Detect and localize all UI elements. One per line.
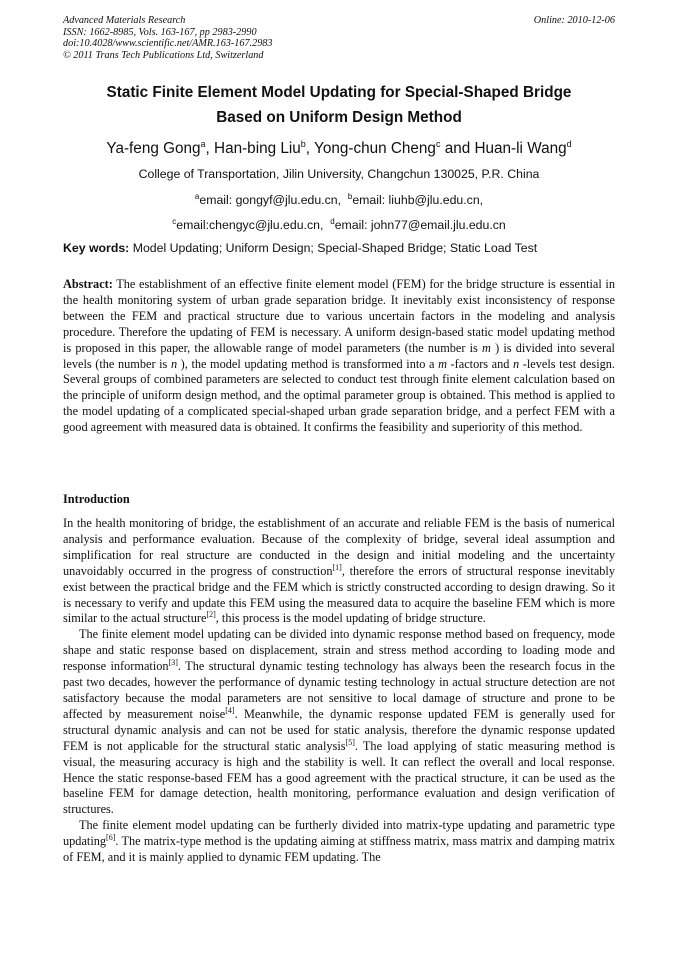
author-mark: c bbox=[435, 139, 441, 149]
email-c[interactable]: email:chengyc@jlu.edu.cn, bbox=[176, 218, 324, 233]
keywords bbox=[63, 241, 615, 255]
author-mark: b bbox=[300, 139, 306, 149]
title-line-1: Static Finite Element Model Updating for Special-Shaped Bridge bbox=[106, 84, 572, 101]
paragraph: The finite element model updating can be divided into dynamic response method based on frequency, mode shape and static response based on displacement, strain and stress method according to loading mode and response information[3]. The structural dynamic testing technology has always been the research focus in the past two decades, however the performance of dynamic testing technology in actual structure detection are not satisfactory because the modal parameters are not sensitive to local damage of structure and prone to be affected by measurement noise[4]. Meanwhile, the dynamic response updated FEM is generally used for structural dynamic analysis and can not be used for static analysis, therefore the dynamic response updated FEM is not applicable for the structural static analysis[5]. The load applying of static measuring method is visual, the measuring accuracy is high and the stability is well. It can reflect the overall and local response. Hence the static response-based FEM has a good agreement with the practical structure, it can be used as the baseline FEM for damage detection, health monitoring, performance evaluation and design verification of structures. bbox=[63, 627, 615, 817]
citation[interactable]: [1] bbox=[332, 562, 342, 572]
author-list: Ya-feng Gong$^a$, Han-bing Liu$^b$, Yong-chun Cheng$^c$ and Huan-li Wang$^d$ bbox=[106, 139, 572, 158]
author-name: Han-bing Liu bbox=[214, 140, 301, 158]
author-mark: a bbox=[200, 139, 206, 149]
email-d[interactable]: email: john77@email.jlu.edu.cn bbox=[334, 218, 506, 233]
issn-line: ISSN: 1662-8985, Vols. 163-167, pp 2983-2990 bbox=[63, 26, 257, 38]
affiliation-block bbox=[63, 164, 615, 237]
journal-metadata bbox=[63, 15, 615, 61]
author-name: Yong-chun Cheng bbox=[314, 140, 436, 158]
paragraph: In the health monitoring of bridge, the establishment of an accurate and reliable FEM is the basis of numerical analysis and performance evaluation. Because of the complexity of bridge, several ideal assumption and simplification for real structure are conducted in the design and initial modeling and the uncertainty unavoidably occurred in the progress of construction[1], therefore the errors of structural response inevitably exist between the practical bridge and the FEM which is strictly constructed according to design drawing. So it is necessary to verify and update this FEM using the measured data to acquire the baseline FEM which is more similar to the actual structure[2], this process is the model updating of bridge structure. bbox=[63, 516, 615, 626]
author-mark: d bbox=[566, 139, 572, 149]
keywords-text: Model Updating; Uniform Design; Special-Shaped Bridge; Static Load Test bbox=[132, 241, 538, 255]
title-line-2: Based on Uniform Design Method bbox=[216, 109, 462, 126]
affiliation: College of Transportation, Jilin University, Changchun 130025, P.R. China bbox=[138, 167, 540, 181]
paper-title bbox=[63, 80, 615, 130]
citation[interactable]: [2] bbox=[206, 610, 216, 620]
citation[interactable]: [4] bbox=[225, 705, 235, 715]
section-heading: Introduction bbox=[63, 492, 130, 506]
keywords-label: Key words: bbox=[63, 241, 130, 255]
journal-name: Advanced Materials Research bbox=[63, 15, 186, 26]
doi-line[interactable]: doi:10.4028/www.scientific.net/AMR.163-167.2983 bbox=[63, 38, 273, 49]
email-line-2: $^c$email:chengyc@jlu.edu.cn, $^d$email: john77@email.jlu.edu.cn bbox=[172, 217, 506, 233]
citation[interactable]: [3] bbox=[168, 658, 178, 668]
citation[interactable]: [6] bbox=[106, 833, 116, 843]
email-a[interactable]: email: gongyf@jlu.edu.cn, bbox=[199, 192, 342, 207]
online-date: Online: 2010-12-06 bbox=[533, 15, 615, 26]
author-name: Ya-feng Gong bbox=[106, 140, 201, 158]
email-line-1: $^a$email: gongyf@jlu.edu.cn, $^b$email: liuhb@jlu.edu.cn, bbox=[194, 191, 484, 207]
citation[interactable]: [5] bbox=[345, 737, 355, 747]
author-name: Huan-li Wang bbox=[474, 140, 567, 158]
introduction-body bbox=[63, 516, 615, 866]
paragraph: The finite element model updating can be furtherly divided into matrix-type updating and parametric type updating[6]. The matrix-type method is the updating aiming at stiffness matrix, mass matrix and damping matrix of FEM, and it is mainly applied to dynamic FEM updating. The bbox=[63, 818, 615, 865]
copyright-line: © 2011 Trans Tech Publications Ltd, Switzerland bbox=[63, 49, 264, 61]
email-b[interactable]: email: liuhb@jlu.edu.cn, bbox=[352, 192, 484, 207]
abstract: Abstract: The establishment of an effective finite element model (FEM) for the bridge structure is essential in the health monitoring system of urban grade separation bridge. It inevitably exist inconsistency of response between the FEM and practical structure due to various uncertain factors in the modeling and analysis procedure. Therefore the updating of FEM is necessary. A uniform design-based static model updating method is proposed in this paper, the allowable range of model parameters (the number is m ) is divided into several levels (the number is n ), the model updating method is transformed into a m -factors and n -levels test design. Several groups of combined parameters are selected to conduct test through finite element calculation based on the principle of uniform design method, and the optimal parameter group is obtained. This method is applied to the model updating of a complicated special-shaped urban grade separation bridge, and a perfect FEM with a good agreement with measured data is obtained. It confirms the feasibility and superiority of this method. bbox=[63, 277, 615, 435]
abstract-label: Abstract: bbox=[63, 277, 113, 291]
